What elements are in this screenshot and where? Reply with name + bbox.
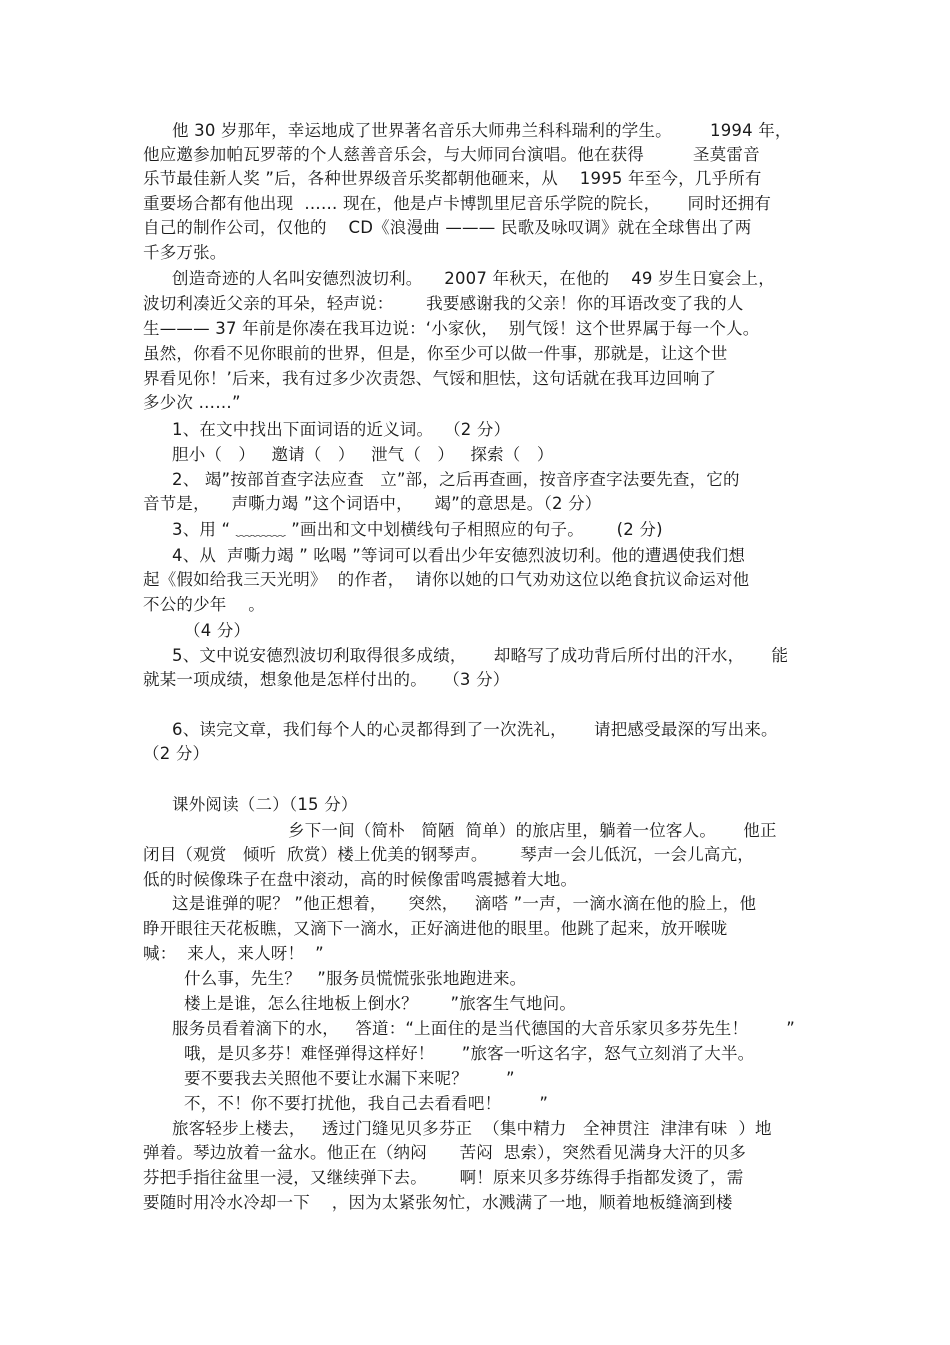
passage1-p2-line5: 界看见你！’后来，我有过多少次责怨、气馁和胆怯，这句话就在我耳边回响了 xyxy=(143,369,717,388)
passage2-line16: 要随时用冷水冷却一下 ，因为太紧张匆忙，水溅满了一地，顺着地板缝滴到楼 xyxy=(143,1193,733,1212)
passage1-p2-line6: 多少次 ……” xyxy=(143,393,241,412)
passage2-line12: 不，不！你不要打扰他，我自己去看看吧！ ” xyxy=(184,1094,549,1113)
passage1-p1-line6: 千多万张。 xyxy=(143,243,227,262)
passage1-p2-line4: 虽然，你看不见你眼前的世界，但是，你至少可以做一件事，那就是，让这个世 xyxy=(143,344,728,363)
passage2-line8: 楼上是谁，怎么往地板上倒水？ ”旅客生气地问。 xyxy=(184,994,577,1013)
question-4-line1: 4、从 声嘶力竭 ” 吆喝 ”等词可以看出少年安德烈波切利。他的遭遇使我们想 xyxy=(172,546,746,565)
passage2-line3: 低的时候像珠子在盘中滚动，高的时候像雷鸣震撼着大地。 xyxy=(143,870,578,889)
passage1-p2-line2: 波切利凑近父亲的耳朵，轻声说： 我要感谢我的父亲！你的耳语改变了我的人 xyxy=(143,294,744,313)
question-6-line2: （2 分） xyxy=(143,744,210,763)
passage1-p1-line4: 重要场合都有他出现 …… 现在，他是卢卡博凯里尼音乐学院的院长， 同时还拥有 xyxy=(143,194,772,213)
passage1-p1-line3: 乐节最佳新人奖 ”后，各种世界级音乐奖都朝他砸来，从 1995 年至今，几乎所有 xyxy=(143,169,762,188)
passage1-p1-line5: 自己的制作公司，仅他的 CD《浪漫曲 ——— 民歌及咏叹调》就在全球售出了两 xyxy=(143,218,752,237)
question-1-words: 胆小（ ） 邀请（ ） 泄气（ ） 探索（ ） xyxy=(172,445,554,464)
question-5-line1: 5、文中说安德烈波切利取得很多成绩， 却略写了成功背后所付出的汗水， 能 xyxy=(172,646,789,665)
passage1-p2-line1: 创造奇迹的人名叫安德烈波切利。 2007 年秋天，在他的 49 岁生日宴会上， xyxy=(172,269,775,288)
passage2-line11: 要不要我去关照他不要让水漏下来呢？ ” xyxy=(184,1069,515,1088)
passage2-line6: 喊： 来人，来人呀！ ” xyxy=(143,944,324,963)
passage1-p1-line2: 他应邀参加帕瓦罗蒂的个人慈善音乐会，与大师同台演唱。他在获得 圣莫雷音 xyxy=(143,145,760,164)
passage1-p2-line3: 生——— 37 年前是你凑在我耳边说：‘小家伙， 别气馁！这个世界属于每一个人。 xyxy=(143,319,760,338)
passage2-line13: 旅客轻步上楼去， 透过门缝见贝多芬正 （集中精力 全神贯注 津津有味 ）地 xyxy=(172,1119,772,1138)
question-3: 3、用 “ ﹏﹏﹏ ”画出和文中划横线句子相照应的句子。 (2 分) xyxy=(172,520,663,539)
passage2-line15: 芬把手指往盆里一浸，又继续弹下去。 啊！原来贝多芬练得手指都发烫了，需 xyxy=(143,1168,744,1187)
passage2-line4: 这是谁弹的呢？ ”他正想着， 突然， 滴嗒 ”一声，一滴水滴在他的脸上，他 xyxy=(172,894,757,913)
passage2-line5: 睁开眼往天花板瞧，又滴下一滴水，正好滴进他的眼里。他跳了起来，放开喉咙 xyxy=(143,919,728,938)
passage2-line9: 服务员看着滴下的水， 答道：“上面住的是当代德国的大音乐家贝多芬先生！ ” xyxy=(172,1019,796,1038)
question-2-line2: 音节是， 声嘶力竭 ”这个词语中， 竭”的意思是。（2 分） xyxy=(143,494,602,513)
question-5-line2: 就某一项成绩，想象他是怎样付出的。 （3 分） xyxy=(143,670,510,689)
passage2-line7: 什么事，先生？ ”服务员慌慌张张地跑进来。 xyxy=(184,969,527,988)
question-4-line3: 不公的少年 。 xyxy=(143,595,265,614)
passage1-p1-line1: 他 30 岁那年，幸运地成了世界著名音乐大师弗兰科科瑞利的学生。 1994 年， xyxy=(172,121,792,140)
passage2-heading: 课外阅读（二）（15 分） xyxy=(172,795,358,814)
question-6-line1: 6、读完文章，我们每个人的心灵都得到了一次洗礼， 请把感受最深的写出来。 xyxy=(172,720,778,739)
passage2-line14: 弹着。琴边放着一盆水。他正在（纳闷 苦闷 思索），突然看见满身大汗的贝多 xyxy=(143,1143,747,1162)
passage2-line2: 闭目（观赏 倾听 欣赏）楼上优美的钢琴声。 琴声一会儿低沉，一会儿高亢， xyxy=(143,845,754,864)
passage2-line1: 乡下一间（简朴 简陋 简单）的旅店里，躺着一位客人。 他正 xyxy=(288,821,777,840)
question-4-score: （4 分） xyxy=(184,621,251,640)
question-4-line2: 起《假如给我三天光明》 的作者， 请你以她的口气劝劝这位以绝食抗议命运对他 xyxy=(143,570,750,589)
question-2-line1: 2、 竭”按部首查字法应查 立”部，之后再查画，按音序查字法要先查，它的 xyxy=(172,470,740,489)
question-1: 1、在文中找出下面词语的近义词。 （2 分） xyxy=(172,420,511,439)
passage2-line10: 哦，是贝多芬！难怪弹得这样好！ ”旅客一听这名字，怒气立刻消了大半。 xyxy=(184,1044,755,1063)
